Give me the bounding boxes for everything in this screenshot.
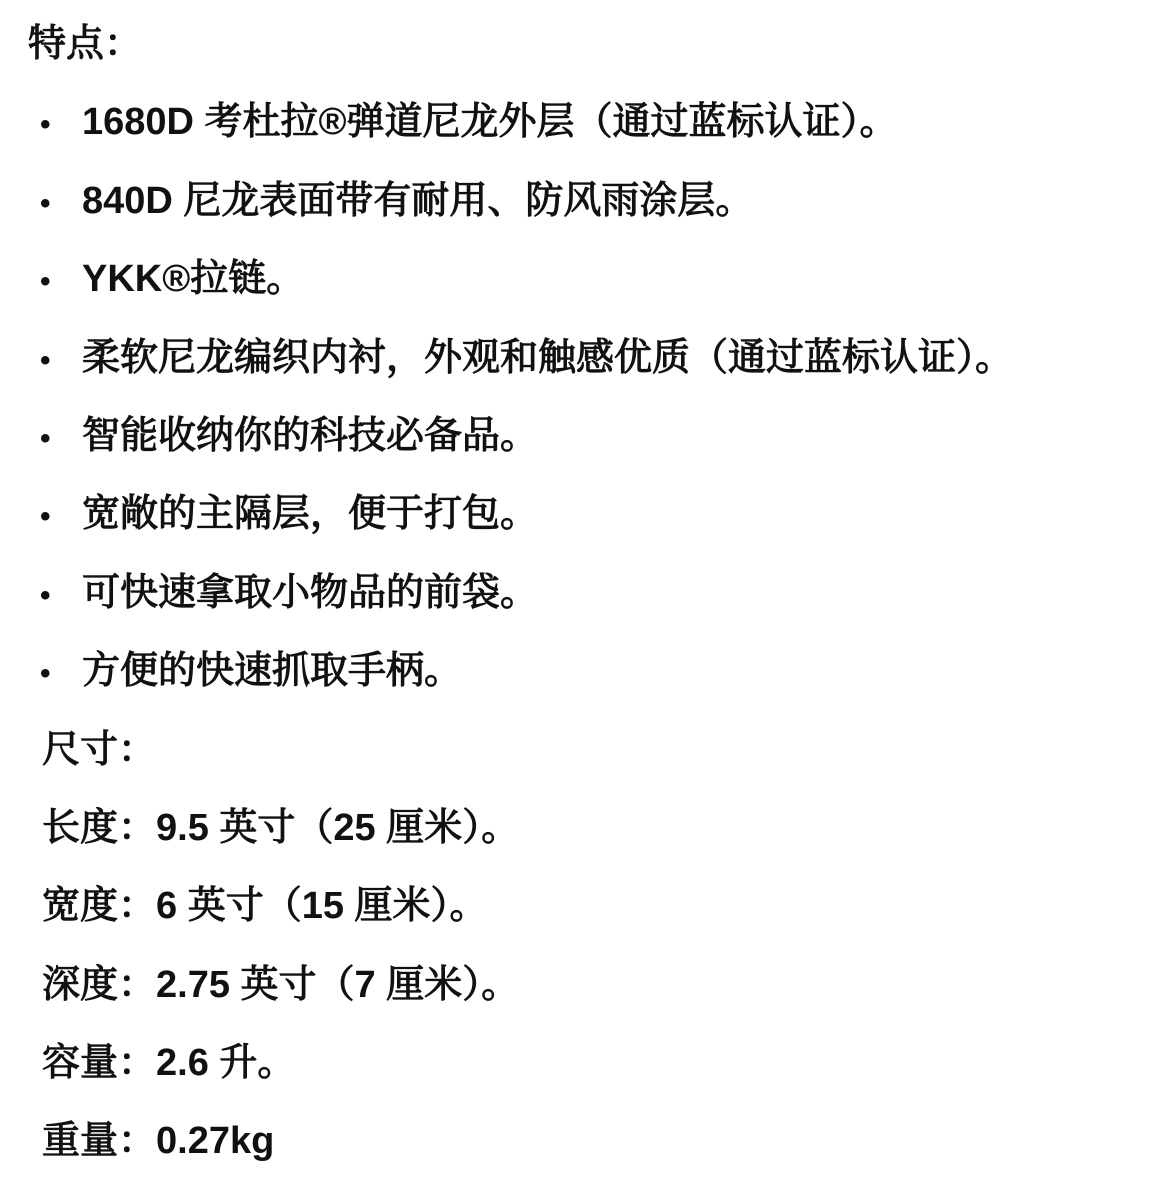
list-item <box>40 96 898 151</box>
weight-spec: 重量：0.27kg <box>42 1120 275 1162</box>
length-spec: 长度：9.5 英寸（25 厘米）。 <box>42 807 520 849</box>
list-item <box>40 645 462 700</box>
bullet-icon: • <box>40 422 51 455</box>
feature-text: 1680D 考杜拉®弹道尼龙外层（通过蓝标认证）。 <box>82 101 898 143</box>
feature-text: 840D 尼龙表面带有耐用、防风雨涂层。 <box>82 180 754 222</box>
bullet-icon: • <box>40 187 51 220</box>
bullet-icon: • <box>40 108 51 141</box>
bullet-icon: • <box>40 265 51 298</box>
bullet-icon: • <box>40 500 51 533</box>
feature-text: 可快速拿取小物品的前袋。 <box>82 572 539 614</box>
list-item <box>40 410 538 465</box>
list-item <box>40 488 538 543</box>
feature-text: 智能收纳你的科技必备品。 <box>82 415 539 457</box>
dimensions-heading: 尺寸： <box>42 729 157 771</box>
list-item <box>40 253 304 308</box>
list-item <box>40 175 753 230</box>
list-item <box>40 567 538 622</box>
list-item <box>40 332 1013 387</box>
bullet-icon: • <box>40 344 51 377</box>
width-spec: 宽度：6 英寸（15 厘米）。 <box>42 885 488 927</box>
feature-text: YKK®拉链。 <box>82 258 305 300</box>
capacity-spec: 容量：2.6 升。 <box>42 1042 296 1084</box>
bullet-icon: • <box>40 579 51 612</box>
feature-text: 方便的快速抓取手柄。 <box>82 650 463 692</box>
depth-spec: 深度：2.75 英寸（7 厘米）。 <box>42 964 520 1006</box>
feature-text: 柔软尼龙编织内衬，外观和触感优质（通过蓝标认证）。 <box>82 337 1014 379</box>
feature-text: 宽敞的主隔层，便于打包。 <box>82 493 539 535</box>
bullet-icon: • <box>40 657 51 690</box>
features-heading: 特点： <box>28 23 143 65</box>
